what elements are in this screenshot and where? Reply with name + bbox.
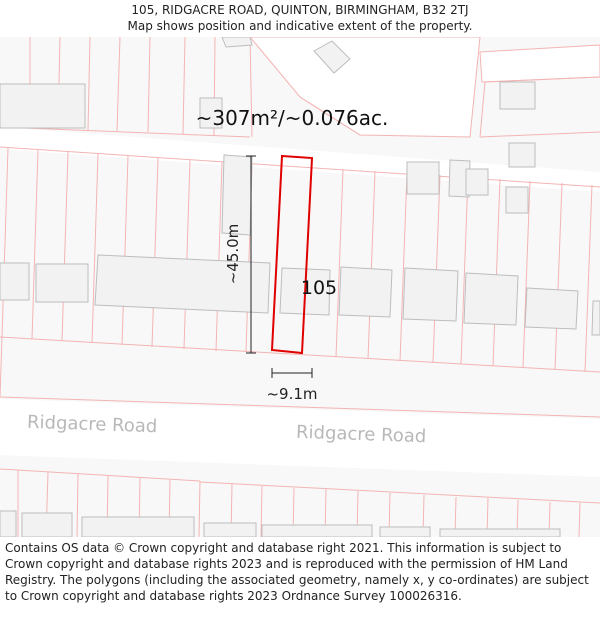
property-map[interactable] (0, 37, 600, 537)
property-address: 105, RIDGACRE ROAD, QUINTON, BIRMINGHAM, B32 2TJ (131, 3, 469, 17)
height-measure-label: ~45.0m (224, 223, 242, 285)
side-road (480, 45, 600, 82)
map-subtitle: Map shows position and indicative extent of the property. (127, 19, 473, 33)
map-canvas (0, 37, 600, 537)
road-label-right: Ridgacre Road (295, 421, 427, 448)
attribution-text: Contains OS data © Crown copyright and database right 2021. This information is subject to Crown copyright and database rights 2023 and is reproduced with the permission of HM Land Registry. The polygons (including the associated geometry, namely x, y co-ordinates) are subject to Crown copyright and database rights 2023 Ordnance Survey 100026316. (5, 541, 589, 603)
road-label-left: Ridgacre Road (26, 411, 158, 438)
map-header (0, 0, 600, 37)
area-label: ~307m²/~0.076ac. (195, 106, 389, 130)
width-measure-label: ~9.1m (266, 385, 318, 403)
house-number-label: 105 (300, 277, 338, 299)
